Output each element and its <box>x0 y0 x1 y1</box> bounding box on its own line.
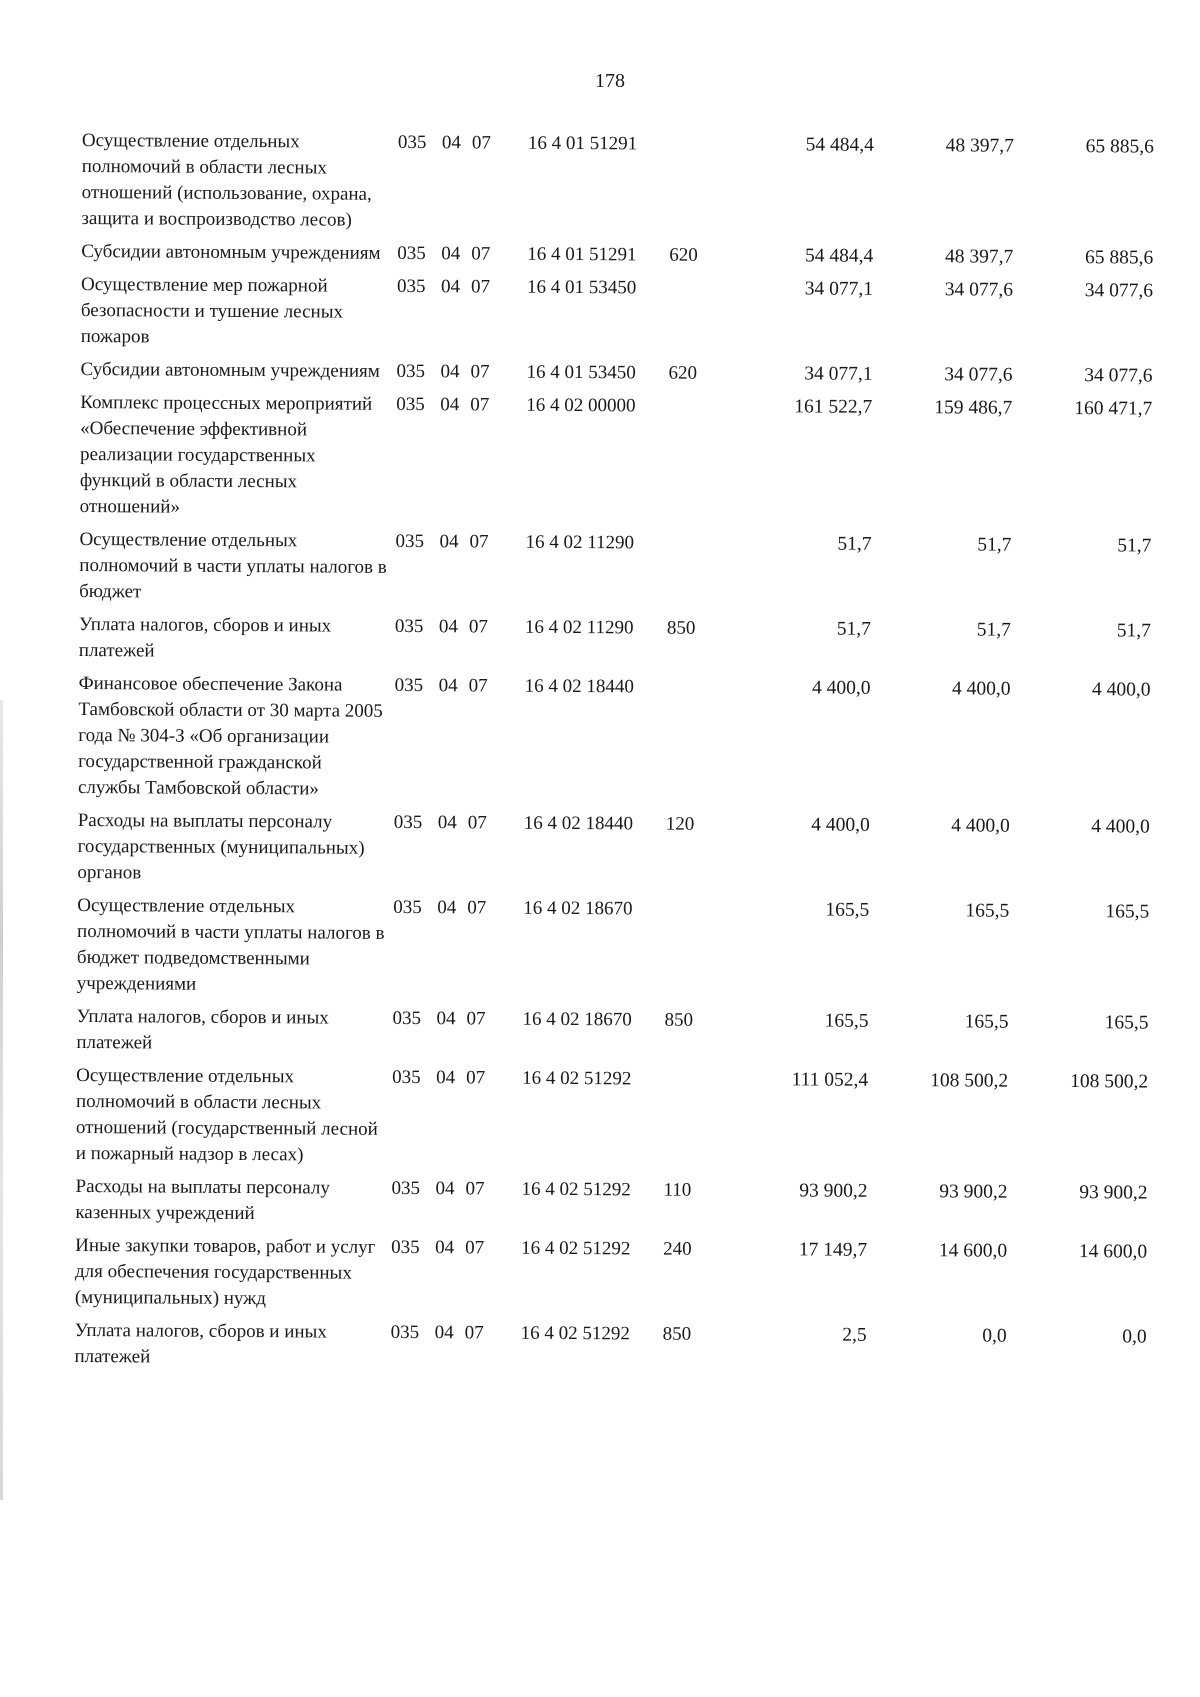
amount-year-1: 34 077,1 <box>804 363 873 385</box>
subsection-code: 07 <box>471 243 491 265</box>
amount-year-2: 159 486,7 <box>934 397 1013 419</box>
ministry-code: 035 <box>392 1066 421 1089</box>
subsection-code: 07 <box>465 1237 485 1259</box>
expense-type-code: 850 <box>664 1009 694 1031</box>
table-row <box>80 357 1160 390</box>
section-code: 04 <box>440 394 460 416</box>
amount-year-3: 165,5 <box>1104 1012 1149 1034</box>
amount-year-2: 51,7 <box>976 619 1012 641</box>
ministry-code: 035 <box>397 131 427 154</box>
expense-name: Субсидии автономным учреждениям <box>80 358 380 382</box>
section-code: 04 <box>441 132 461 154</box>
expense-name: Финансовое обеспечение Закона Тамбовской области от 30 марта 2005 года № 304-З «Об организации государственной гражданской службы Тамбовской области» <box>77 672 383 800</box>
amount-year-2: 34 077,6 <box>944 364 1013 386</box>
expense-name: Иные закупки товаров, работ и услуг для обеспечения государственных (муниципальных) нужд <box>74 1234 376 1310</box>
amount-year-2: 51,7 <box>977 534 1012 556</box>
section-code: 04 <box>434 1322 454 1344</box>
table-row <box>81 128 1162 239</box>
amount-year-1: 165,5 <box>825 899 870 921</box>
amount-year-2: 165,5 <box>964 1011 1009 1033</box>
table-row <box>77 808 1157 893</box>
ministry-code: 035 <box>391 1177 421 1200</box>
amount-year-1: 17 149,7 <box>798 1239 868 1261</box>
amount-year-3: 93 900,2 <box>1079 1182 1148 1204</box>
amount-year-2: 108 500,2 <box>930 1070 1009 1092</box>
table-row <box>79 612 1159 671</box>
section-code: 04 <box>440 361 460 383</box>
amount-year-1: 4 400,0 <box>812 677 871 699</box>
section-code: 04 <box>439 531 459 553</box>
amount-year-3: 0,0 <box>1122 1326 1147 1348</box>
amount-year-2: 14 600,0 <box>938 1240 1008 1262</box>
section-code: 04 <box>437 812 457 834</box>
amount-year-3: 51,7 <box>1117 535 1152 557</box>
amount-year-3: 34 077,6 <box>1084 280 1154 302</box>
expense-name: Осуществление отдельных полномочий в части уплаты налогов в бюджет <box>79 528 387 603</box>
table-row <box>80 390 1161 527</box>
expense-type-code: 120 <box>665 813 695 835</box>
target-article-code: 16 4 02 18670 <box>522 1008 632 1031</box>
section-code: 04 <box>437 897 457 919</box>
subsection-code: 07 <box>468 616 489 638</box>
subsection-code: 07 <box>466 1008 486 1030</box>
scan-edge-shadow <box>0 700 3 1500</box>
amount-year-1: 54 484,4 <box>804 245 874 267</box>
target-article-code: 16 4 02 51292 <box>521 1237 631 1260</box>
amount-year-1: 54 484,4 <box>805 134 874 156</box>
amount-year-1: 34 077,1 <box>804 278 874 300</box>
amount-year-3: 34 077,6 <box>1084 365 1153 387</box>
ministry-code: 035 <box>393 896 422 919</box>
section-code: 04 <box>438 675 458 697</box>
table-row <box>75 1174 1155 1233</box>
expense-name: Уплата налогов, сборов и иных платежей <box>78 613 332 662</box>
amount-year-1: 161 522,7 <box>794 396 873 418</box>
expense-name: Осуществление отдельных полномочий в части уплаты налогов в бюджет подведомственными учреждениями <box>76 894 385 995</box>
page-number: 178 <box>595 70 625 92</box>
section-code: 04 <box>441 243 461 265</box>
section-code: 04 <box>435 1178 455 1200</box>
target-article-code: 16 4 02 11290 <box>525 531 635 554</box>
amount-year-1: 51,7 <box>837 533 872 555</box>
amount-year-1: 51,7 <box>836 618 872 640</box>
section-code: 04 <box>436 1067 456 1089</box>
expense-type-code: 850 <box>662 1323 692 1345</box>
ministry-code: 035 <box>396 393 425 416</box>
expense-type-code: 620 <box>668 362 698 384</box>
amount-year-1: 93 900,2 <box>799 1180 868 1202</box>
amount-year-2: 0,0 <box>982 1325 1007 1347</box>
target-article-code: 16 4 02 18440 <box>523 812 634 835</box>
subsection-code: 07 <box>465 1178 485 1200</box>
target-article-code: 16 4 02 18670 <box>523 897 633 920</box>
expense-name: Комплекс процессных мероприятий «Обеспечение эффективной реализации государственных функций в области лесных отношений» <box>79 391 373 518</box>
section-code: 04 <box>436 1008 456 1030</box>
amount-year-1: 4 400,0 <box>811 814 870 836</box>
subsection-code: 07 <box>470 361 490 383</box>
amount-year-2: 165,5 <box>965 900 1010 922</box>
target-article-code: 16 4 02 51292 <box>522 1067 632 1090</box>
target-article-code: 16 4 01 53450 <box>526 361 636 384</box>
expense-type-code: 850 <box>666 617 696 639</box>
amount-year-1: 2,5 <box>842 1324 867 1346</box>
ministry-code: 035 <box>391 1236 420 1259</box>
amount-year-2: 93 900,2 <box>939 1181 1008 1203</box>
table-row <box>78 671 1159 808</box>
table-row <box>81 239 1161 272</box>
amount-year-3: 160 471,7 <box>1074 398 1153 420</box>
amount-year-3: 4 400,0 <box>1091 816 1150 838</box>
expense-name: Осуществление отдельных полномочий в области лесных отношений (использование, охрана, защита и воспроизводство лесов) <box>81 129 372 231</box>
amount-year-3: 165,5 <box>1105 901 1150 923</box>
amount-year-3: 65 885,6 <box>1084 247 1154 269</box>
ministry-code: 035 <box>390 1321 420 1344</box>
ministry-code: 035 <box>394 615 424 638</box>
subsection-code: 07 <box>471 132 491 154</box>
subsection-code: 07 <box>469 531 489 553</box>
amount-year-2: 4 400,0 <box>951 815 1010 837</box>
amount-year-3: 108 500,2 <box>1070 1071 1149 1093</box>
expense-name: Расходы на выплаты персоналу казенных учреждений <box>75 1175 330 1225</box>
expense-name: Уплата налогов, сборов и иных платежей <box>74 1319 327 1368</box>
ministry-code: 035 <box>392 1007 422 1030</box>
amount-year-1: 165,5 <box>824 1010 869 1032</box>
target-article-code: 16 4 01 51291 <box>527 132 638 155</box>
amount-year-3: 51,7 <box>1116 620 1152 642</box>
subsection-code: 07 <box>467 897 487 919</box>
target-article-code: 16 4 02 18440 <box>524 675 634 698</box>
target-article-code: 16 4 01 53450 <box>526 276 637 299</box>
amount-year-2: 4 400,0 <box>952 678 1011 700</box>
ministry-code: 035 <box>394 674 424 697</box>
budget-table <box>74 128 1162 1384</box>
subsection-code: 07 <box>466 1067 486 1089</box>
expense-type-code: 110 <box>663 1179 692 1201</box>
table-row <box>77 893 1158 1004</box>
table-row <box>74 1318 1154 1377</box>
expense-name: Расходы на выплаты персоналу государственных (муниципальных) органов <box>77 809 365 884</box>
table-row <box>76 1063 1157 1174</box>
target-article-code: 16 4 02 00000 <box>526 394 636 417</box>
expense-name: Субсидии автономным учреждениям <box>81 240 381 264</box>
subsection-code: 07 <box>467 812 487 834</box>
subsection-code: 07 <box>468 675 488 697</box>
table-row <box>79 527 1159 612</box>
subsection-code: 07 <box>464 1322 484 1344</box>
amount-year-3: 4 400,0 <box>1092 679 1151 701</box>
ministry-code: 035 <box>397 242 426 265</box>
subsection-code: 07 <box>470 394 490 416</box>
ministry-code: 035 <box>396 275 426 298</box>
target-article-code: 16 4 02 51292 <box>520 1322 630 1345</box>
target-article-code: 16 4 02 51292 <box>521 1178 631 1201</box>
amount-year-3: 14 600,0 <box>1078 1241 1148 1263</box>
ministry-code: 035 <box>395 530 425 553</box>
ministry-code: 035 <box>393 811 423 834</box>
amount-year-3: 65 885,6 <box>1085 136 1154 158</box>
section-code: 04 <box>440 276 461 298</box>
expense-type-code: 240 <box>663 1238 692 1260</box>
amount-year-2: 34 077,6 <box>944 279 1014 301</box>
amount-year-1: 111 052,4 <box>791 1069 869 1091</box>
section-code: 04 <box>438 616 459 638</box>
subsection-code: 07 <box>470 276 491 298</box>
section-code: 04 <box>435 1237 455 1259</box>
target-article-code: 16 4 01 51291 <box>527 243 637 266</box>
expense-type-code: 620 <box>669 244 698 266</box>
table-row <box>76 1004 1156 1063</box>
expense-name: Осуществление мер пожарной безопасности и тушение лесных пожаров <box>80 273 344 348</box>
target-article-code: 16 4 02 11290 <box>524 616 634 639</box>
table-row <box>81 272 1161 357</box>
amount-year-2: 48 397,7 <box>944 246 1014 268</box>
table-row <box>75 1233 1155 1318</box>
expense-name: Уплата налогов, сборов и иных платежей <box>76 1005 329 1054</box>
ministry-code: 035 <box>396 360 426 383</box>
expense-name: Осуществление отдельных полномочий в области лесных отношений (государственный лесной и пожарный надзор в лесах) <box>75 1064 378 1166</box>
amount-year-2: 48 397,7 <box>945 135 1014 157</box>
